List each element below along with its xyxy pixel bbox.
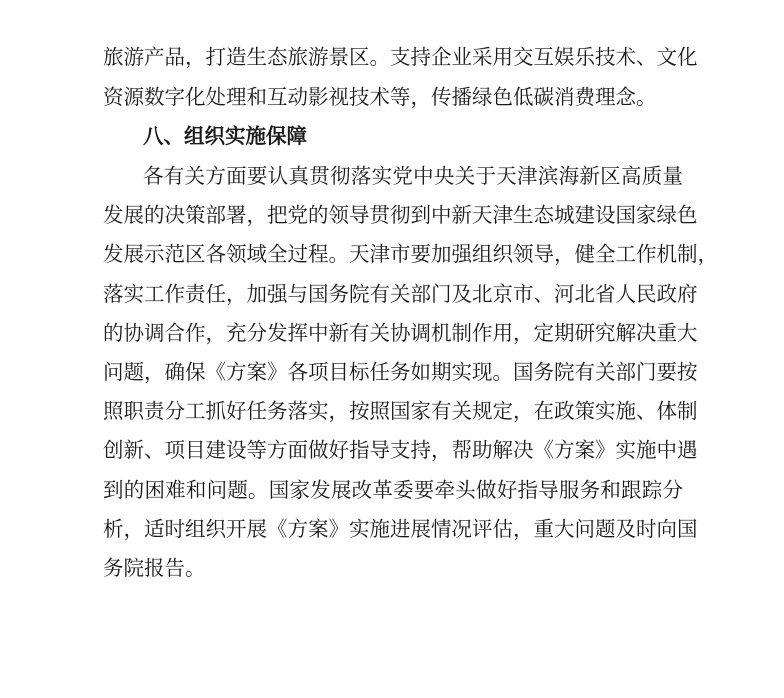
paragraph-line-9: 到的困难和问题。国家发展改革委要牵头做好指导服务和跟踪分: [103, 478, 683, 502]
paragraph-line-7: 照职责分工抓好任务落实，按照国家有关规定，在政策实施、体制: [103, 399, 698, 423]
intro-line-1: 旅游产品，打造生态旅游景区。支持企业采用交互娱乐技术、文化: [103, 45, 698, 69]
paragraph-line-4: 落实工作责任，加强与国务院有关部门及北京市、河北省人民政府: [103, 282, 698, 306]
paragraph-line-6: 问题，确保《方案》各项目标任务如期实现。国务院有关部门要按: [103, 360, 698, 384]
section-heading: 八、组织实施保障: [143, 124, 307, 148]
intro-line-2: 资源数字化处理和互动影视技术等，传播绿色低碳消费理念。: [103, 85, 657, 109]
paragraph-line-8: 创新、项目建设等方面做好指导支持，帮助解决《方案》实施中遇: [103, 438, 698, 462]
paragraph-line-3: 发展示范区各领域全过程。天津市要加强组织领导，健全工作机制，: [103, 242, 718, 266]
paragraph-line-5: 的协调合作，充分发挥中新有关协调机制作用，定期研究解决重大: [103, 321, 698, 345]
paragraph-line-2: 发展的决策部署，把党的领导贯彻到中新天津生态城建设国家绿色: [103, 203, 698, 227]
paragraph-line-11: 务院报告。: [103, 556, 206, 580]
paragraph-line-1: 各有关方面要认真贯彻落实党中央关于天津滨海新区高质量: [143, 164, 683, 188]
paragraph-line-10: 析，适时组织开展《方案》实施进展情况评估，重大问题及时向国: [103, 517, 698, 541]
